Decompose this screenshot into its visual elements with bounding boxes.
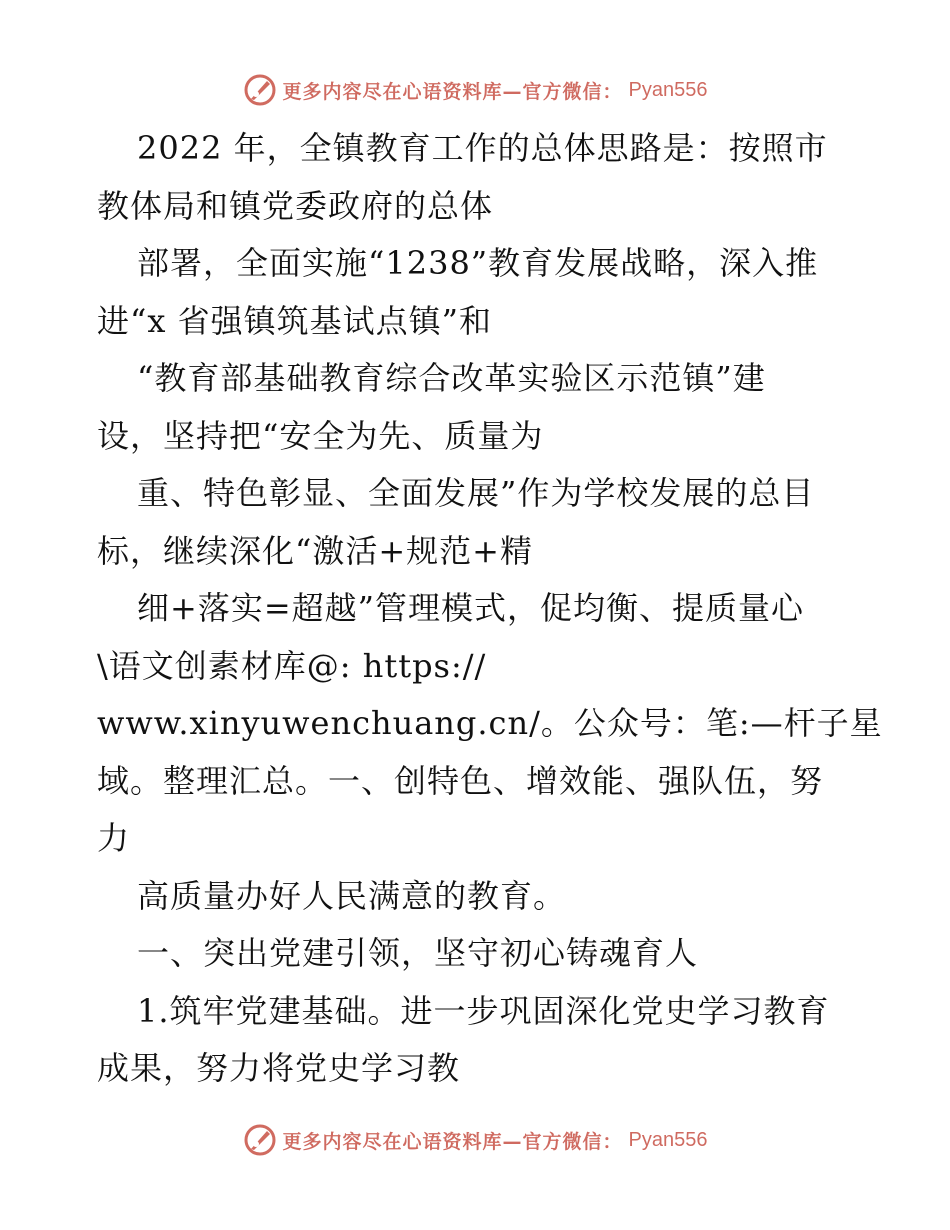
text-line: 标，继续深化“激活+规范+精	[97, 531, 533, 570]
text-line: 域。整理汇总。一、创特色、增效能、强队伍，努	[97, 761, 824, 800]
text-line: \语文创素材库@: https://	[97, 646, 487, 685]
quill-logo-icon	[243, 1123, 277, 1157]
text-line: 成果，努力将党史学习教	[97, 1049, 461, 1087]
text-line: 部署，全面实施“1238”教育发展战略，深入推	[137, 244, 819, 282]
text-line: www.xinyuwenchuang.cn/。公众号：笔:—杆子星	[97, 704, 883, 742]
footer-watermark	[0, 1120, 950, 1160]
text-line: 1.筑牢党建基础。进一步巩固深化党史学习教育	[137, 991, 830, 1030]
quill-logo-icon	[243, 73, 277, 107]
text-line: 设，坚持把“安全为先、质量为	[97, 416, 544, 455]
watermark-text: 更多内容尽在心语资料库—官方微信：	[282, 80, 623, 103]
text-line: “教育部基础教育综合改革实验区示范镇”建	[137, 359, 766, 397]
document-body	[97, 120, 883, 1098]
text-line: 高质量办好人民满意的教育。	[137, 876, 567, 915]
text-line: 细+落实=超越”管理模式，促均衡、提质量心	[137, 589, 804, 627]
watermark-account: Pyan556	[628, 1128, 708, 1151]
text-line: 2022 年，全镇教育工作的总体思路是：按照市	[137, 129, 828, 167]
watermark-account: Pyan556	[628, 78, 708, 101]
text-line: 进“x 省强镇筑基试点镇”和	[97, 301, 492, 340]
watermark-text: 更多内容尽在心语资料库—官方微信：	[282, 1130, 623, 1153]
text-line: 力	[97, 819, 131, 857]
text-line: 重、特色彰显、全面发展”作为学校发展的总目	[137, 474, 815, 512]
section-heading: 一、突出党建引领，坚守初心铸魂育人	[137, 934, 699, 972]
header-watermark	[0, 70, 950, 110]
text-line: 教体局和镇党委政府的总体	[97, 186, 494, 225]
